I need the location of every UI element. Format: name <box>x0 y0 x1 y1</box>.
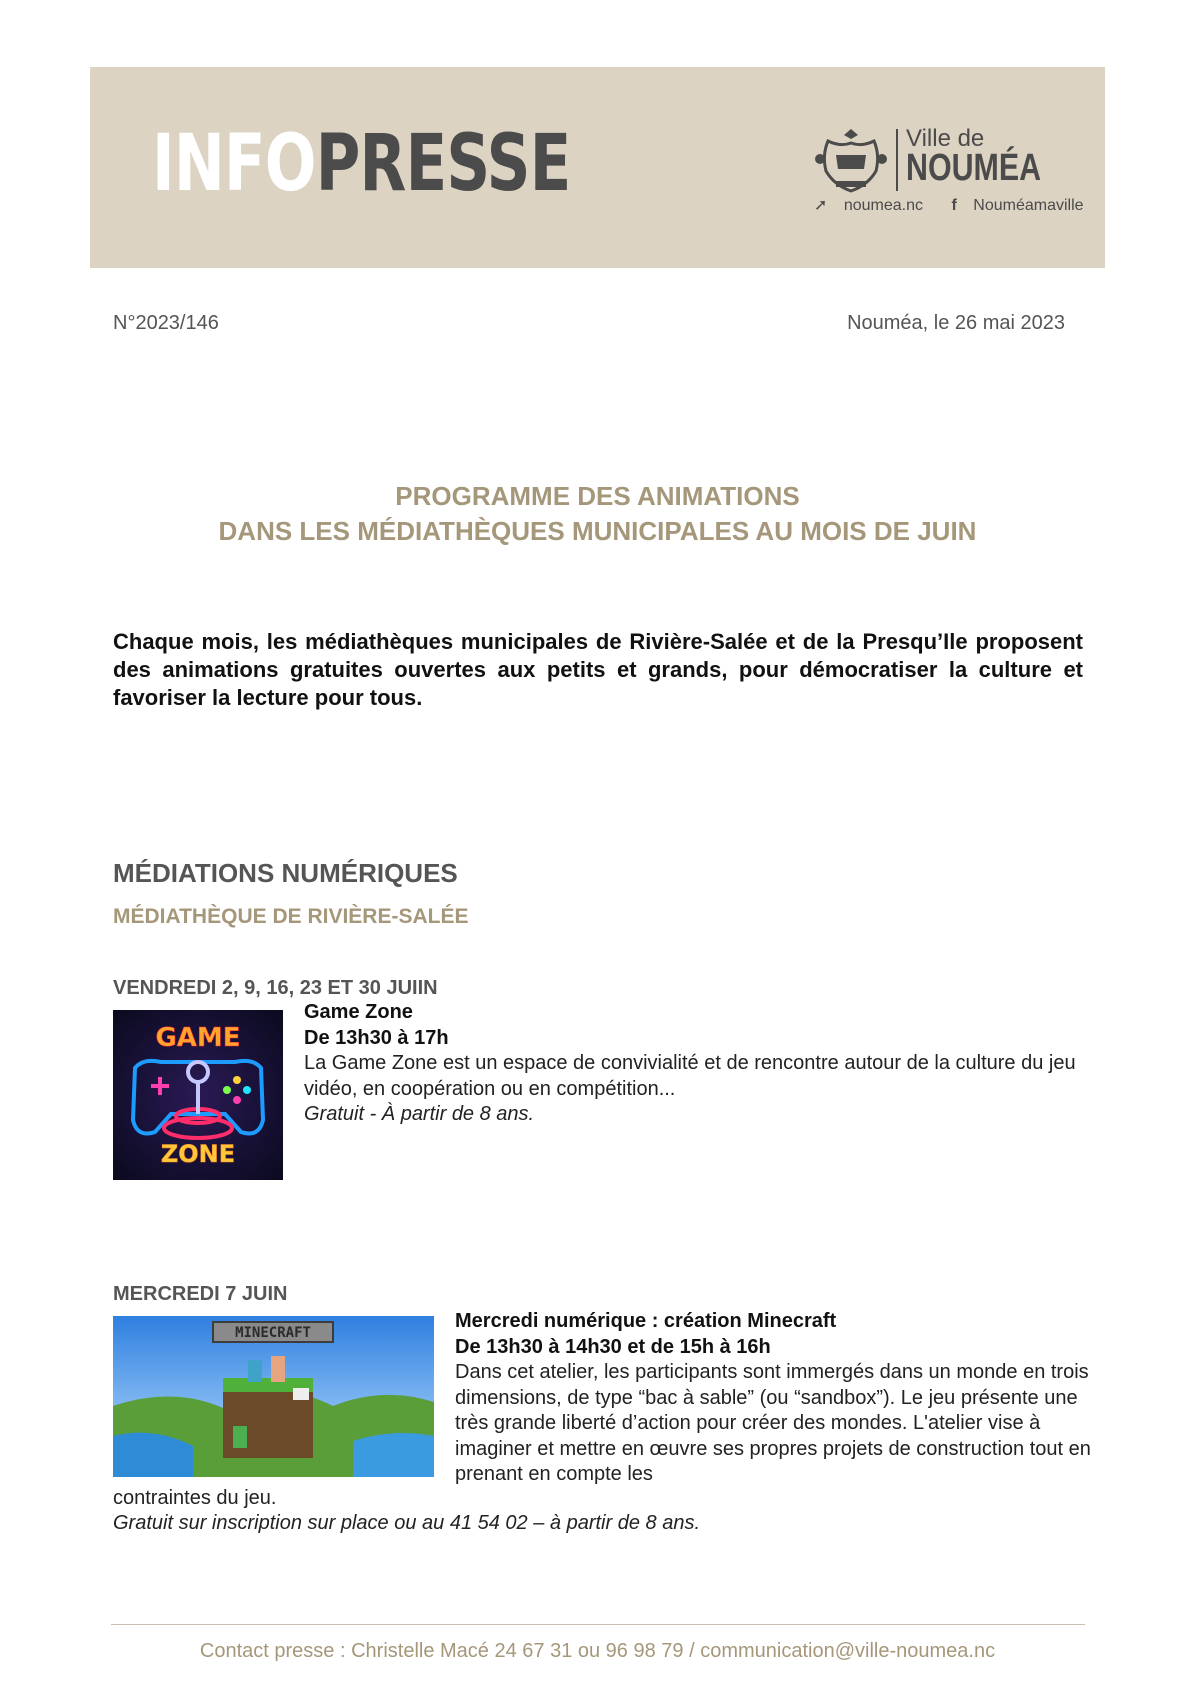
press-release-number: N°2023/146 <box>113 312 219 334</box>
event-game-zone <box>304 1000 1094 1128</box>
event-date-game-zone: VENDREDI 2, 9, 16, 23 ET 30 JUIIN <box>113 977 438 999</box>
zone-image-text: ZONE <box>160 1140 236 1168</box>
facebook-text: Nouméamaville <box>973 197 1084 214</box>
ville-de-noumea-logo <box>814 125 1084 215</box>
city-crest-icon <box>814 125 888 195</box>
infopresse-logo <box>152 119 571 209</box>
event-price: Gratuit sur inscription sur place ou au 41 54 02 – à partir de 8 ans. <box>113 1512 701 1534</box>
document-title <box>90 479 1105 549</box>
game-image-text: GAME <box>155 1023 241 1053</box>
section-title: MÉDIATIONS NUMÉRIQUES <box>113 858 458 888</box>
event-time: De 13h30 à 17h <box>304 1026 449 1049</box>
event-name: Mercredi numérique : création Minecraft <box>455 1310 837 1332</box>
game-zone-image <box>113 1010 283 1180</box>
section-subtitle: MÉDIATHÈQUE DE RIVIÈRE-SALÉE <box>113 905 469 928</box>
minecraft-image <box>113 1316 434 1477</box>
brand-info: INFO <box>152 119 316 209</box>
event-description: La Game Zone est un espace de convivialité et de rencontre autour de la culture du jeu vidéo, en coopération ou en compétition... <box>304 1052 1076 1100</box>
title-line-1: PROGRAMME DES ANIMATIONS <box>395 481 800 511</box>
facebook-icon: f <box>951 197 957 214</box>
brand-presse: PRESSE <box>315 119 571 209</box>
website-text: noumea.nc <box>843 197 924 214</box>
title-line-2: DANS LES MÉDIATHÈQUES MUNICIPALES AU MOIS DE JUIN <box>218 516 977 546</box>
minecraft-logo-text: MINECRAFT <box>235 1325 311 1341</box>
logo-divider <box>896 129 898 191</box>
logo-noumea: NOUMÉA <box>906 147 1042 189</box>
event-date-minecraft: MERCREDI 7 JUIN <box>113 1283 288 1305</box>
dateline: Nouméa, le 26 mai 2023 <box>847 312 1065 334</box>
event-minecraft <box>455 1309 1095 1360</box>
website-link[interactable] <box>814 197 935 214</box>
intro-paragraph: Chaque mois, les médiathèques municipales de Rivière-Salée et de la Presqu’Ile proposent des animations gratuites ouvertes aux petits et grands, pour démocratiser la culture et favoriser la lecture pour tous. <box>113 629 1083 710</box>
facebook-link[interactable] <box>951 197 1095 214</box>
arrow-icon: ➚ <box>814 197 828 214</box>
header-band <box>90 67 1105 268</box>
footer-divider <box>111 1624 1085 1625</box>
event-description: Dans cet atelier, les participants sont immergés dans un monde en trois dimensions, de type “bac à sable” (ou “sandbox”). Le jeu présente une très grande liberté d’action pour créer des mondes. L'atelier vise à imaginer et mettre en œuvre ses propres projets de construction tout en prenant en compte les <box>455 1361 1091 1485</box>
event-price: Gratuit - À partir de 8 ans. <box>304 1103 535 1125</box>
event-description-continued: contraintes du jeu. <box>113 1487 277 1509</box>
logo-ville-de: Ville de <box>906 125 985 152</box>
event-name: Game Zone <box>304 1001 413 1023</box>
press-contact: Contact presse : Christelle Macé 24 67 31 ou 96 98 79 / communication@ville-noumea.nc <box>199 1640 996 1662</box>
event-time: De 13h30 à 14h30 et de 15h à 16h <box>455 1335 771 1358</box>
logo-links <box>814 195 1108 215</box>
